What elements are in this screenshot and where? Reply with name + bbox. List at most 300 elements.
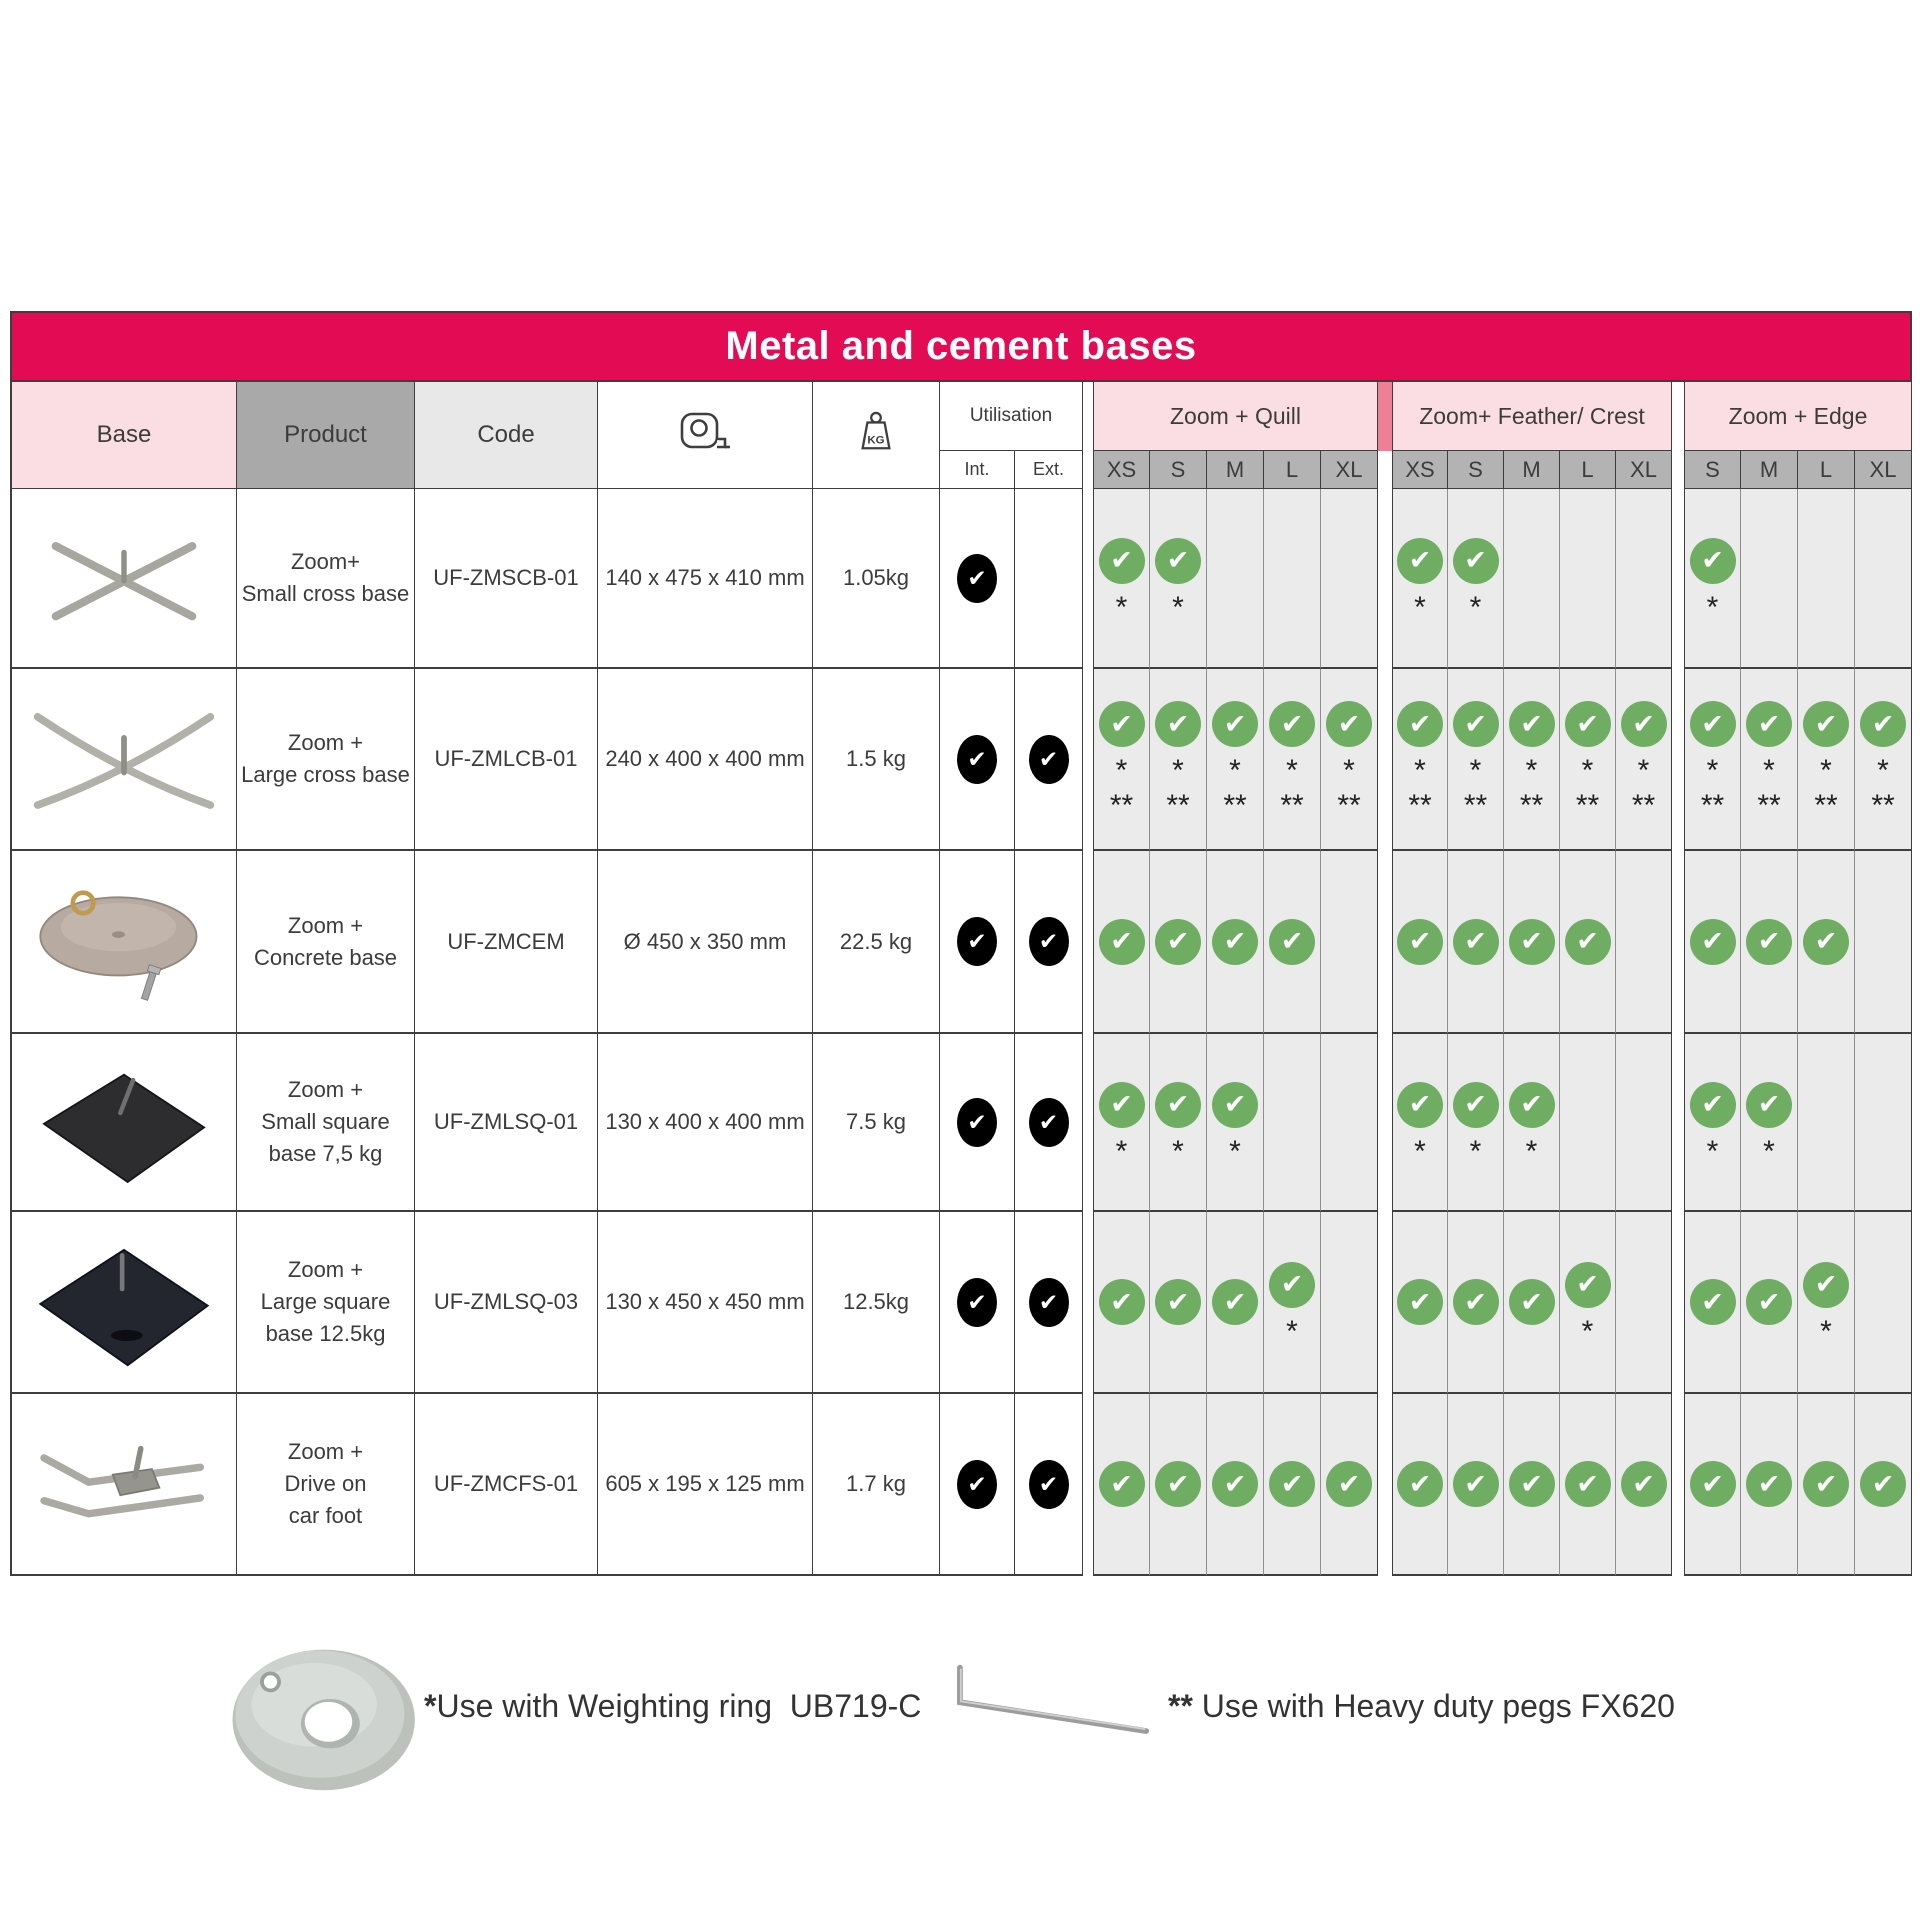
compatible-check-icon: ✔ [1397,538,1443,584]
size-header: S [1448,451,1504,489]
product-name [237,1034,415,1212]
size-header: S [1684,451,1741,489]
product-code: UF-ZMLSQ-01 [415,1034,598,1212]
footnote-mark: * [1172,590,1184,624]
column-header-product: Product [237,382,415,489]
compat-cell [1741,851,1798,1034]
compatible-check-icon: ✔ [1746,919,1792,965]
kg-weight-icon [855,410,897,461]
compat-cell [1616,489,1672,669]
large-cross-base-image [12,669,237,851]
compatible-check-icon: ✔ [1212,701,1258,747]
footnote-mark: * [1414,1134,1426,1168]
compat-cell [1264,1212,1321,1394]
compatible-check-icon: ✔ [1326,701,1372,747]
product-weight: 1.5 kg [813,669,940,851]
compatible-check-icon: ✔ [1746,1082,1792,1128]
compat-cell [1207,851,1264,1034]
exterior-check-icon: ✔ [1029,735,1069,784]
compat-cell [1560,851,1616,1034]
footnote-mark: ** [1408,789,1432,822]
utilisation-exterior-cell [1015,669,1083,851]
compatible-check-icon: ✔ [1269,701,1315,747]
compatible-check-icon: ✔ [1212,1461,1258,1507]
compat-cell [1504,489,1560,669]
compat-cell [1264,1394,1321,1576]
compatible-check-icon: ✔ [1621,1461,1667,1507]
column-gap [1672,382,1684,1576]
footnote-mark: ** [1700,789,1725,822]
group-header: Zoom + Quill [1093,382,1378,451]
column-gap [1378,451,1392,1576]
compatible-check-icon: ✔ [1453,538,1499,584]
compatible-check-icon: ✔ [1155,1082,1201,1128]
footnote-mark: * [1469,590,1482,624]
compatible-check-icon: ✔ [1621,701,1667,747]
compat-cell [1560,669,1616,851]
compatible-check-icon: ✔ [1453,919,1499,965]
compat-cell [1321,489,1378,669]
size-header: M [1207,451,1264,489]
compat-cell [1504,1394,1560,1576]
compatible-check-icon: ✔ [1155,919,1201,965]
compat-cell [1616,1212,1672,1394]
compat-cell [1448,1212,1504,1394]
compat-cell [1504,851,1560,1034]
compatible-check-icon: ✔ [1453,1082,1499,1128]
interior-check-icon: ✔ [957,735,997,784]
compat-cell [1150,1212,1207,1394]
compatible-check-icon: ✔ [1509,1461,1555,1507]
compat-cell [1560,1034,1616,1212]
compatible-check-icon: ✔ [1397,919,1443,965]
compatible-check-icon: ✔ [1099,1082,1145,1128]
product-name-line: Zoom + [287,1439,364,1465]
footnote-mark: ** [1575,789,1600,822]
footnote-mark: * [1414,754,1426,787]
product-weight: 1.7 kg [813,1394,940,1576]
footnote-mark: * [1877,754,1889,787]
column-header-dimensions [598,382,813,489]
compatible-check-icon: ✔ [1155,1279,1201,1325]
product-name-line: Zoom + [287,1077,364,1103]
column-header-code: Code [415,382,598,489]
size-header: XL [1855,451,1912,489]
product-name-line: Zoom + [287,1257,364,1283]
footnote-mark: * [1115,590,1128,624]
size-header: L [1798,451,1855,489]
footnote-mark: * [1706,754,1719,787]
compat-cell [1264,669,1321,851]
footnote-weighting-ring [424,1688,921,1725]
size-header: XS [1093,451,1150,489]
compatible-check-icon: ✔ [1397,701,1443,747]
compatible-check-icon: ✔ [1397,1279,1443,1325]
column-header-base: Base [12,382,237,489]
compatible-check-icon: ✔ [1269,919,1315,965]
svg-text:KG: KG [867,434,885,446]
compat-cell [1684,1394,1741,1576]
compat-cell [1855,1394,1912,1576]
product-name-line: base 12.5kg [265,1320,386,1346]
compat-cell [1855,1034,1912,1212]
compatible-check-icon: ✔ [1155,1461,1201,1507]
footnote-mark: * [1763,754,1775,787]
interior-check-icon: ✔ [957,917,997,966]
compatible-check-icon: ✔ [1397,1082,1443,1128]
compatible-check-icon: ✔ [1397,1461,1443,1507]
footnote-mark: * [1820,754,1832,787]
compat-cell [1392,489,1448,669]
compatible-check-icon: ✔ [1860,701,1906,747]
compatible-check-icon: ✔ [1565,1262,1611,1308]
bases-table [10,311,1912,1576]
compat-cell [1448,1394,1504,1576]
compat-cell [1093,489,1150,669]
utilisation-interior-cell [940,489,1015,669]
exterior-check-icon: ✔ [1029,1460,1069,1509]
footnote-mark: ** [1223,789,1247,822]
footnote-mark: ** [1463,789,1488,822]
footnote-mark: ** [1814,789,1838,822]
compatible-check-icon: ✔ [1690,538,1736,584]
compat-cell [1093,1394,1150,1576]
small-square-base-image [12,1034,237,1212]
utilisation-interior-cell [940,1394,1015,1576]
utilisation-exterior-cell [1015,851,1083,1034]
footnote-weighting-ring-text: Use with Weighting ring UB719-C [436,1688,922,1724]
product-name [237,669,415,851]
compatible-check-icon: ✔ [1269,1262,1315,1308]
compatible-check-icon: ✔ [1099,701,1145,747]
compat-cell [1504,1034,1560,1212]
compat-cell [1616,851,1672,1034]
compat-cell [1616,1034,1672,1212]
footnote-mark: ** [1757,789,1781,822]
product-dimensions: 130 x 400 x 400 mm [598,1034,813,1212]
compat-cell [1321,1394,1378,1576]
compatible-check-icon: ✔ [1099,538,1145,584]
compat-cell [1207,1212,1264,1394]
compat-cell [1264,1034,1321,1212]
group-header: Zoom + Edge [1684,382,1912,451]
compat-cell [1321,669,1378,851]
compat-cell [1093,1034,1150,1212]
size-header: L [1264,451,1321,489]
size-header: XL [1616,451,1672,489]
compatible-check-icon: ✔ [1690,701,1736,747]
group-header: Zoom+ Feather/ Crest [1392,382,1672,451]
compatible-check-icon: ✔ [1509,1082,1555,1128]
footnote-mark: * [1637,754,1650,787]
product-weight: 7.5 kg [813,1034,940,1212]
measuring-tape-icon [678,411,732,460]
compatible-check-icon: ✔ [1690,1082,1736,1128]
compat-cell [1560,489,1616,669]
product-code: UF-ZMCEM [415,851,598,1034]
compat-cell [1207,1034,1264,1212]
compat-cell [1798,1394,1855,1576]
compat-cell [1684,1034,1741,1212]
compat-cell [1684,489,1741,669]
compatible-check-icon: ✔ [1155,701,1201,747]
utilisation-interior-cell [940,1034,1015,1212]
product-dimensions: 130 x 450 x 450 mm [598,1212,813,1394]
product-name-line: Zoom + [287,730,364,756]
interior-check-icon: ✔ [957,1460,997,1509]
footnote-mark: * [1286,754,1298,787]
heavy-duty-peg-image [948,1660,1160,1761]
compat-cell [1504,1212,1560,1394]
size-header: XS [1392,451,1448,489]
compat-cell [1264,851,1321,1034]
footnote-mark: * [1343,754,1355,787]
compatible-check-icon: ✔ [1509,919,1555,965]
utilisation-interior-cell [940,669,1015,851]
compatible-check-icon: ✔ [1099,1279,1145,1325]
product-weight: 22.5 kg [813,851,940,1034]
footnote-mark: * [1581,754,1594,787]
size-header: XL [1321,451,1378,489]
compat-cell [1150,669,1207,851]
product-dimensions: Ø 450 x 350 mm [598,851,813,1034]
footnote-mark: * [1286,1314,1298,1348]
compatible-check-icon: ✔ [1099,919,1145,965]
compat-cell [1616,669,1672,851]
product-name [237,1212,415,1394]
compat-cell [1855,669,1912,851]
column-gap [1083,382,1093,1576]
product-name-line: Zoom+ [290,549,361,575]
compat-cell [1798,669,1855,851]
column-header-ext: Ext. [1015,451,1083,489]
footnote-mark: * [1706,590,1719,624]
utilisation-interior-cell [940,851,1015,1034]
product-name-line: Concrete base [253,944,398,970]
footnote-mark: ** [1337,789,1361,822]
product-dimensions: 240 x 400 x 400 mm [598,669,813,851]
compatible-check-icon: ✔ [1803,1262,1849,1308]
compat-cell [1798,851,1855,1034]
product-name [237,1394,415,1576]
compatible-check-icon: ✔ [1212,1279,1258,1325]
footnote-mark: * [1525,1134,1538,1168]
interior-check-icon: ✔ [957,554,997,603]
footnote-mark: ** [1109,789,1134,822]
product-name-line: Small square [261,1109,390,1135]
compat-cell [1392,1394,1448,1576]
compat-cell [1093,851,1150,1034]
exterior-check-icon: ✔ [1029,1098,1069,1147]
compat-cell [1150,851,1207,1034]
compatible-check-icon: ✔ [1803,1461,1849,1507]
compatible-check-icon: ✔ [1269,1461,1315,1507]
table-title: Metal and cement bases [10,311,1912,382]
compatible-check-icon: ✔ [1690,1461,1736,1507]
utilisation-interior-cell [940,1212,1015,1394]
product-code: UF-ZMSCB-01 [415,489,598,669]
concrete-base-image [12,851,237,1034]
compatible-check-icon: ✔ [1155,538,1201,584]
compat-cell [1392,1034,1448,1212]
compat-cell [1560,1212,1616,1394]
product-code: UF-ZMLSQ-03 [415,1212,598,1394]
interior-check-icon: ✔ [957,1098,997,1147]
compatible-check-icon: ✔ [1690,919,1736,965]
compat-cell [1741,1034,1798,1212]
utilisation-exterior-cell [1015,489,1083,669]
compatible-check-icon: ✔ [1326,1461,1372,1507]
compat-cell [1207,1394,1264,1576]
product-name-line: Small cross base [241,581,410,606]
footnote-mark: * [1229,754,1241,787]
product-name [237,851,415,1034]
compat-cell [1741,669,1798,851]
compatible-check-icon: ✔ [1803,919,1849,965]
footnote-mark: * [1763,1134,1775,1168]
compat-cell [1684,1212,1741,1394]
product-weight: 12.5kg [813,1212,940,1394]
compatible-check-icon: ✔ [1565,919,1611,965]
compatible-check-icon: ✔ [1453,701,1499,747]
compat-cell [1392,1212,1448,1394]
compat-cell [1264,489,1321,669]
utilisation-exterior-cell [1015,1394,1083,1576]
compat-cell [1093,1212,1150,1394]
product-dimensions: 605 x 195 x 125 mm [598,1394,813,1576]
compatible-check-icon: ✔ [1509,701,1555,747]
compatible-check-icon: ✔ [1453,1461,1499,1507]
footnote-mark: * [1414,590,1426,624]
compatible-check-icon: ✔ [1453,1279,1499,1325]
compatible-check-icon: ✔ [1212,919,1258,965]
compat-cell [1448,669,1504,851]
footnote-mark: ** [1871,789,1895,822]
size-header: M [1504,451,1560,489]
compatible-check-icon: ✔ [1099,1461,1145,1507]
large-square-base-image [12,1212,237,1394]
compat-cell [1684,669,1741,851]
product-weight: 1.05kg [813,489,940,669]
product-name [237,489,415,669]
product-dimensions: 140 x 475 x 410 mm [598,489,813,669]
product-name-line: car foot [288,1502,363,1528]
column-header-int: Int. [940,451,1015,489]
footnote-mark: * [1525,754,1538,787]
compat-cell [1798,1212,1855,1394]
footnote-star: * [424,1688,437,1724]
footnote-mark: * [1469,754,1482,787]
footnote-double-star: ** [1168,1688,1193,1724]
compat-cell [1741,489,1798,669]
compat-cell [1448,489,1504,669]
footnote-mark: * [1172,1134,1184,1168]
footnote-mark: * [1469,1134,1482,1168]
compat-cell [1448,851,1504,1034]
footnote-heavy-duty-pegs [1168,1688,1675,1725]
compat-cell [1616,1394,1672,1576]
compatible-check-icon: ✔ [1212,1082,1258,1128]
compat-cell [1855,489,1912,669]
compat-cell [1321,851,1378,1034]
product-code: UF-ZMLCB-01 [415,669,598,851]
product-name-line: base 7,5 kg [268,1140,383,1166]
compat-cell [1855,851,1912,1034]
size-header: M [1741,451,1798,489]
group-separator [1378,382,1392,451]
compat-cell [1741,1394,1798,1576]
size-header: L [1560,451,1616,489]
drive-on-car-foot-image [12,1394,237,1576]
compat-cell [1321,1212,1378,1394]
compatible-check-icon: ✔ [1803,701,1849,747]
footnote-mark: ** [1519,789,1544,822]
compat-cell [1741,1212,1798,1394]
compatible-check-icon: ✔ [1746,1279,1792,1325]
interior-check-icon: ✔ [957,1278,997,1327]
product-name-line: Zoom + [287,912,364,938]
compat-cell [1684,851,1741,1034]
column-header-utilisation: Utilisation [940,382,1083,451]
bases-grid [10,382,1912,1576]
footnote-mark: * [1115,1134,1128,1168]
exterior-check-icon: ✔ [1029,1278,1069,1327]
compatible-check-icon: ✔ [1746,1461,1792,1507]
small-cross-base-image [12,489,237,669]
footnote-mark: ** [1166,789,1190,822]
compat-cell [1150,1034,1207,1212]
size-header: S [1150,451,1207,489]
footnote-mark: * [1581,1314,1594,1348]
exterior-check-icon: ✔ [1029,917,1069,966]
compatible-check-icon: ✔ [1509,1279,1555,1325]
compat-cell [1560,1394,1616,1576]
compat-cell [1321,1034,1378,1212]
compat-cell [1207,489,1264,669]
product-name-line: Drive on [284,1471,367,1497]
utilisation-exterior-cell [1015,1212,1083,1394]
compatible-check-icon: ✔ [1860,1461,1906,1507]
compat-cell [1798,489,1855,669]
compat-cell [1093,669,1150,851]
footnote-mark: * [1820,1314,1832,1348]
compat-cell [1150,489,1207,669]
compat-cell [1392,851,1448,1034]
column-header-weight [813,382,940,489]
footnote-mark: ** [1280,789,1304,822]
footnote-mark: * [1115,754,1128,787]
compat-cell [1504,669,1560,851]
product-name-line: Large cross base [241,762,410,787]
compat-cell [1207,669,1264,851]
compat-cell [1392,669,1448,851]
compat-cell [1150,1394,1207,1576]
compatible-check-icon: ✔ [1565,701,1611,747]
footnote-mark: * [1706,1134,1719,1168]
weighting-ring-image [220,1642,435,1799]
footnote-mark: * [1172,754,1184,787]
compat-cell [1798,1034,1855,1212]
product-code: UF-ZMCFS-01 [415,1394,598,1576]
compat-cell [1448,1034,1504,1212]
compat-cell [1855,1212,1912,1394]
utilisation-exterior-cell [1015,1034,1083,1212]
footnote-mark: ** [1631,789,1656,822]
footnote-mark: * [1229,1134,1241,1168]
product-name-line: Large square [260,1289,391,1315]
compatible-check-icon: ✔ [1690,1279,1736,1325]
compatible-check-icon: ✔ [1746,701,1792,747]
